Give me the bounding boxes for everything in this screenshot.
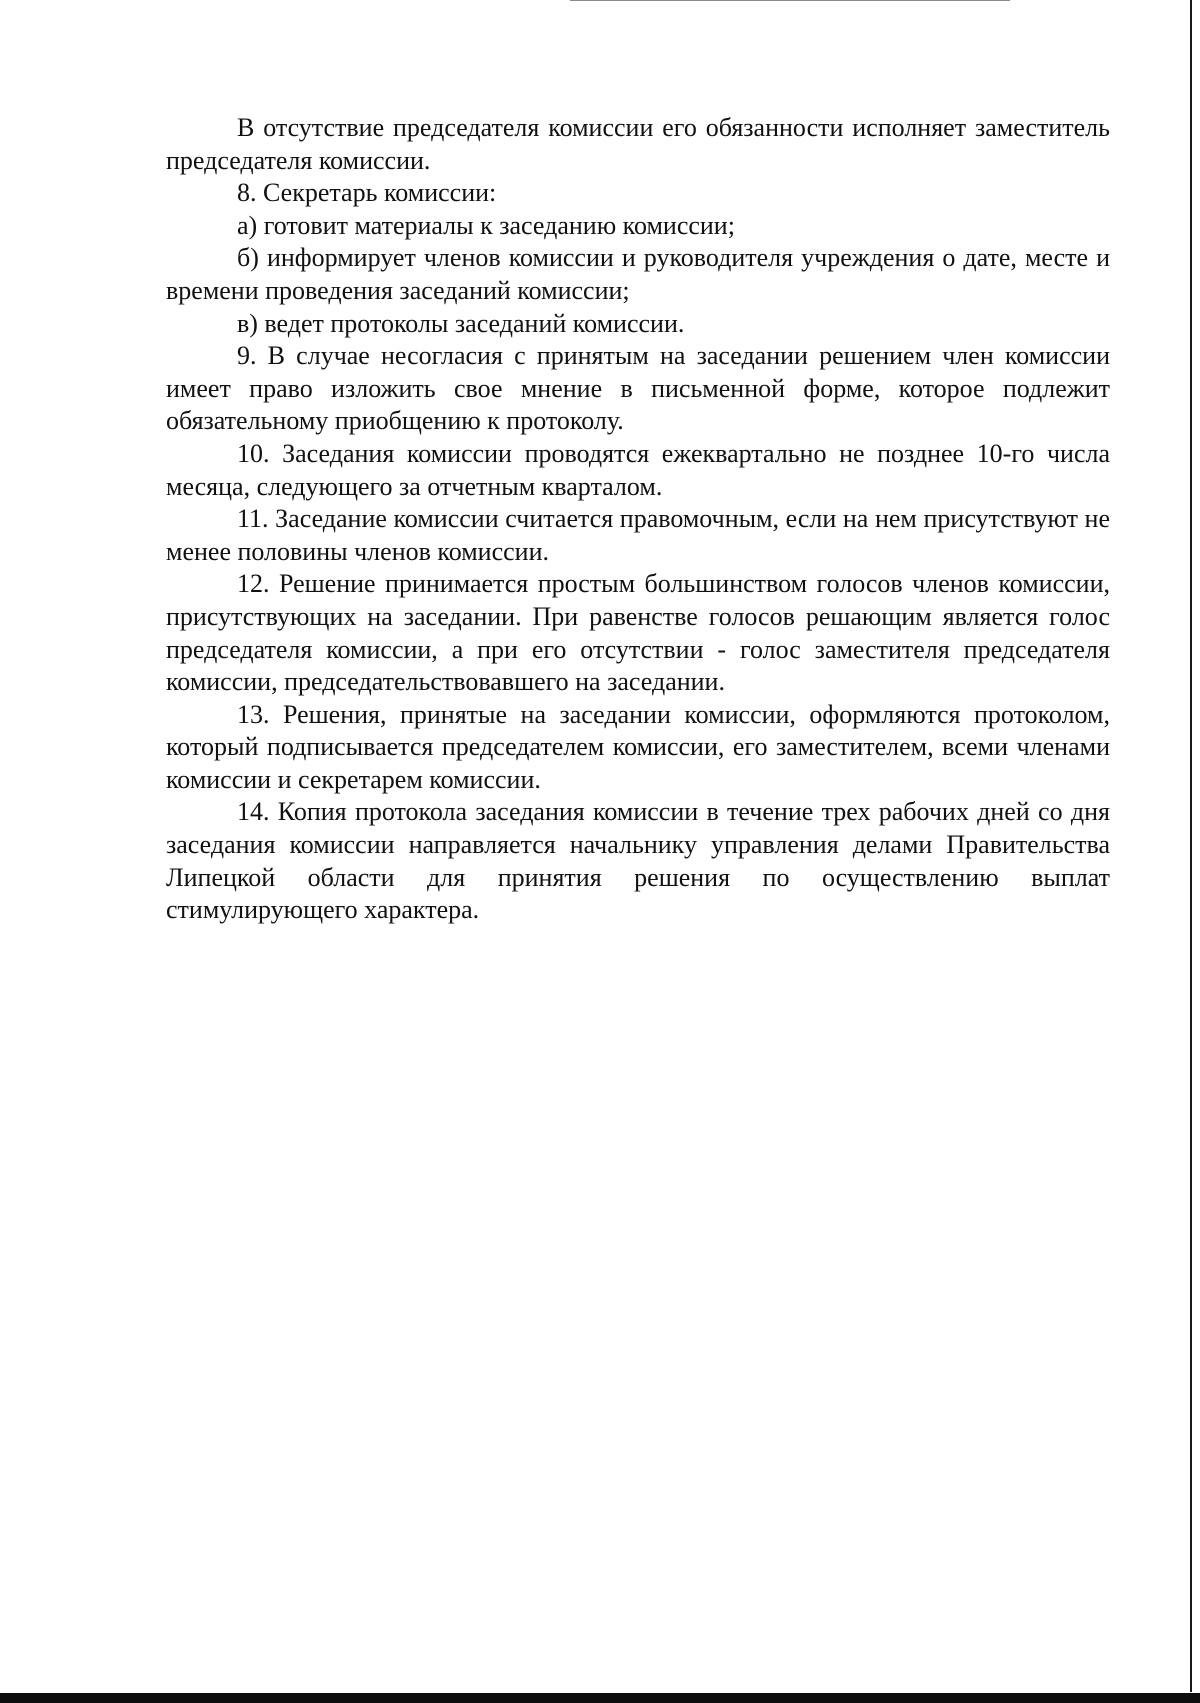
scan-edge-bottom (0, 1693, 1200, 1703)
paragraph-9: 9. В случае несогласия с принятым на заседании решением член комиссии имеет право изложить свое мнение в письменной форме, которое подлежит обязательному приобщению к протоколу. (166, 341, 1110, 436)
paragraph-8b: б) информирует членов комиссии и руководителя учреждения о дате, месте и времени проведения заседаний комиссии; (166, 243, 1110, 305)
paragraph-11: 11. Заседание комиссии считается правомочным, если на нем присутствуют не менее половины членов комиссии. (166, 504, 1110, 566)
paragraph-12: 12. Решение принимается простым большинством голосов членов комиссии, присутствующих на заседании. При равенстве голосов решающим является голос председателя комиссии, а при его отсутствии - голос заместителя председателя комиссии, председательствовавшего на заседании. (166, 569, 1110, 697)
paragraph-8a: а) готовит материалы к заседанию комиссии; (237, 210, 735, 240)
scan-edge-top (570, 0, 1010, 1)
paragraph-14: 14. Копия протокола заседания комиссии в течение трех рабочих дней со дня заседания комиссии направляется начальнику управления делами Правительства Липецкой области для принятия решения по осуществлению выплат стимулирующего характера. (166, 797, 1110, 925)
paragraph-8-secretary: 8. Секретарь комиссии: (237, 178, 497, 208)
scan-edge-right (1190, 0, 1192, 1692)
paragraph-8c: в) ведет протоколы заседаний комиссии. (237, 308, 685, 338)
paragraph-13: 13. Решения, принятые на заседании комиссии, оформляются протоколом, который подписывается председателем комиссии, его заместителем, всеми членами комиссии и секретарем комиссии. (166, 699, 1110, 794)
paragraph-10: 10. Заседания комиссии проводятся ежеквартально не позднее 10-го числа месяца, следующего за отчетным кварталом. (166, 438, 1110, 501)
paragraph-deputy-chair: В отсутствие председателя комиссии его обязанности исполняет заместитель председателя комиссии. (166, 113, 1110, 175)
document-body (166, 112, 1110, 927)
